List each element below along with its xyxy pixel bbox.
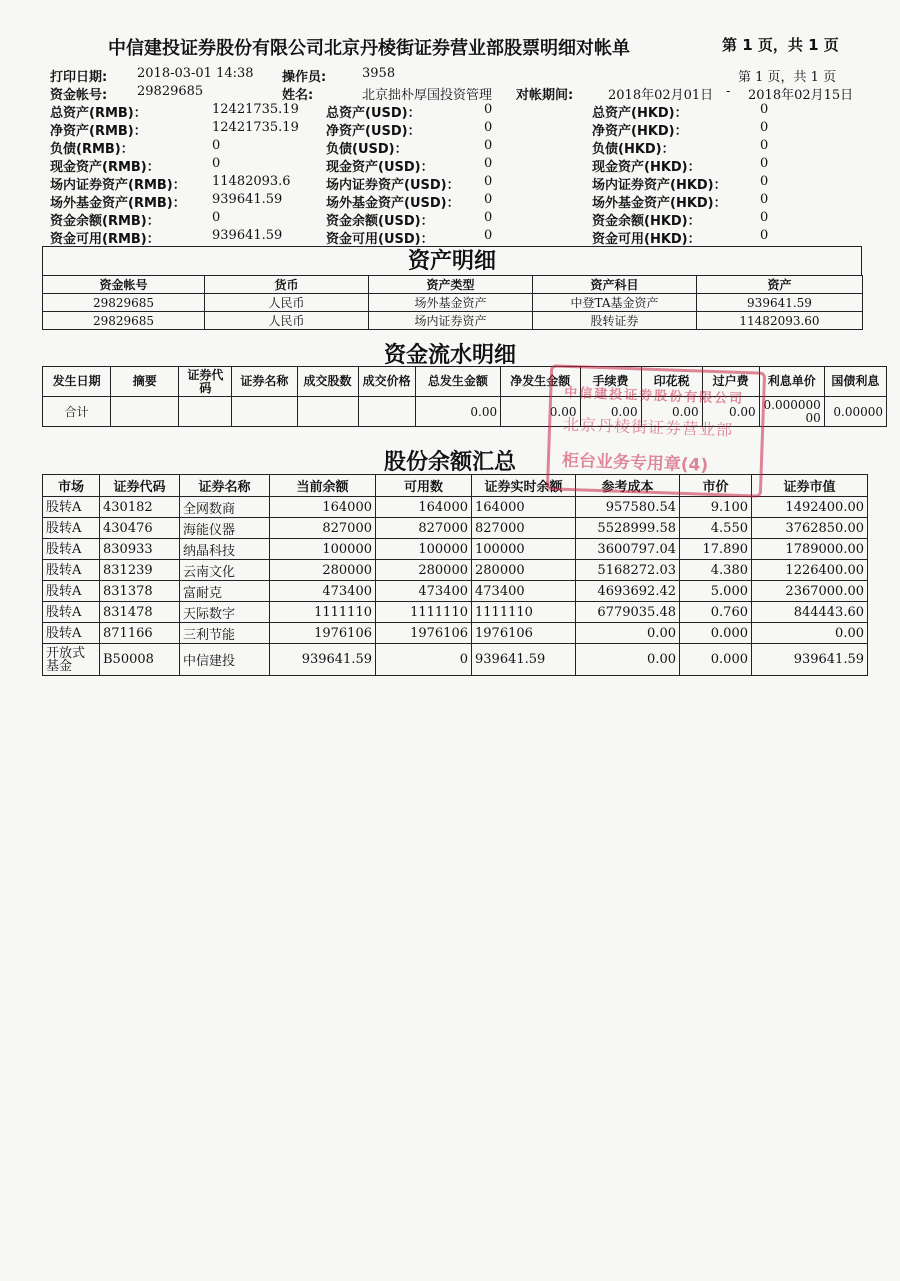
- holdings-cell: 9.100: [680, 497, 752, 518]
- cash-header-cell: 发生日期: [43, 367, 111, 397]
- asset-header-cell: 资产: [697, 276, 863, 294]
- summary-hkd-label: 资金余额(HKD)：: [592, 214, 701, 229]
- summary-rmb: 12421735.19: [212, 102, 299, 117]
- summary-hkd-label: 场外基金资产(HKD)：: [592, 196, 727, 211]
- operator-label: 操作员:: [282, 70, 327, 85]
- holdings-cell: 股转A: [43, 539, 100, 560]
- table-row: [43, 497, 868, 518]
- holdings-cell: 827000: [270, 518, 376, 539]
- summary-hkd: 0: [760, 174, 769, 189]
- holdings-header-cell: 证券名称: [180, 475, 270, 497]
- holdings-cell: 1492400.00: [752, 497, 868, 518]
- holdings-cell: 富耐克: [180, 581, 270, 602]
- holdings-cell: B50008: [100, 644, 180, 676]
- summary-rmb-label: 场外基金资产(RMB)：: [50, 196, 186, 211]
- holdings-header-cell: 证券代码: [100, 475, 180, 497]
- cash-total-cell: [358, 397, 415, 427]
- asset-cell: 场内证券资产: [369, 312, 533, 330]
- asset-cell: 29829685: [43, 312, 205, 330]
- holdings-cell: 1976106: [472, 623, 576, 644]
- summary-hkd-label: 净资产(HKD)：: [592, 124, 688, 139]
- name-value: 北京拙朴厚国投资管理: [362, 88, 493, 103]
- summary-usd-label: 场内证券资产(USD)：: [326, 178, 460, 193]
- holdings-cell: 0.000: [680, 623, 752, 644]
- holdings-cell: 17.890: [680, 539, 752, 560]
- summary-hkd-label: 资金可用(HKD)：: [592, 232, 701, 247]
- summary-rmb: 0: [212, 138, 221, 153]
- seal-line-1: 中信建投证券股份有限公司: [563, 385, 745, 408]
- asset-cell: 中登TA基金资产: [533, 294, 697, 312]
- summary-rmb: 939641.59: [212, 192, 283, 207]
- summary-usd-label: 总资产(USD)：: [326, 106, 421, 121]
- summary-rmb-label: 净资产(RMB)：: [50, 124, 147, 139]
- summary-usd: 0: [484, 156, 493, 171]
- table-row: [43, 644, 868, 676]
- holdings-cell: 1976106: [376, 623, 472, 644]
- holdings-cell: 1789000.00: [752, 539, 868, 560]
- cash-header-cell: 证券名称: [232, 367, 297, 397]
- holdings-cell: 1226400.00: [752, 560, 868, 581]
- cash-header-cell: 利息单价: [759, 367, 824, 397]
- summary-usd-label: 现金资产(USD)：: [326, 160, 434, 175]
- holdings-cell: 164000: [270, 497, 376, 518]
- holdings-cell: 957580.54: [576, 497, 680, 518]
- cash-header-cell: 总发生金额: [415, 367, 501, 397]
- cash-total-cell: 0.00: [580, 397, 641, 427]
- holdings-cell: 3762850.00: [752, 518, 868, 539]
- holdings-cell: 830933: [100, 539, 180, 560]
- period-start: 2018年02月01日: [608, 88, 714, 103]
- summary-usd-label: 资金余额(USD)：: [326, 214, 434, 229]
- cash-header-cell: 摘要: [111, 367, 179, 397]
- cash-header-cell: 净发生金额: [501, 367, 580, 397]
- account-label: 资金帐号:: [50, 88, 108, 103]
- summary-rmb-label: 场内证券资产(RMB)：: [50, 178, 186, 193]
- table-row: [43, 623, 868, 644]
- holdings-cell: 280000: [472, 560, 576, 581]
- holdings-cell: 473400: [270, 581, 376, 602]
- asset-header-cell: 资产科目: [533, 276, 697, 294]
- holdings-cell: 430476: [100, 518, 180, 539]
- holdings-cell: 股转A: [43, 602, 100, 623]
- holdings-header-cell: 证券实时余额: [472, 475, 576, 497]
- summary-usd-label: 负债(USD)：: [326, 142, 408, 157]
- table-row: [43, 539, 868, 560]
- holdings-cell: 开放式基金: [43, 644, 100, 676]
- holdings-cell: 164000: [472, 497, 576, 518]
- holdings-header-cell: 市价: [680, 475, 752, 497]
- summary-rmb-label: 负债(RMB)：: [50, 142, 134, 157]
- account-value: 29829685: [137, 84, 204, 99]
- cash-header-cell: 过户费: [702, 367, 759, 397]
- page-indicator: 第 1 页，共 1 页: [738, 70, 837, 85]
- summary-usd: 0: [484, 174, 493, 189]
- holdings-cell: 280000: [270, 560, 376, 581]
- summary-usd: 0: [484, 192, 493, 207]
- holdings-cell: 股转A: [43, 497, 100, 518]
- summary-usd: 0: [484, 120, 493, 135]
- holdings-cell: 0.760: [680, 602, 752, 623]
- asset-header-cell: 资金帐号: [43, 276, 205, 294]
- holdings-cell: 473400: [376, 581, 472, 602]
- holdings-cell: 4.380: [680, 560, 752, 581]
- asset-cell: 人民币: [205, 312, 369, 330]
- holdings-cell: 100000: [376, 539, 472, 560]
- page-indicator-top: 第 1 页，共 1 页: [722, 36, 839, 54]
- asset-header-cell: 资产类型: [369, 276, 533, 294]
- summary-usd: 0: [484, 138, 493, 153]
- holdings-cell: 全网数商: [180, 497, 270, 518]
- holdings-cell: 海能仪器: [180, 518, 270, 539]
- holdings-cell: 云南文化: [180, 560, 270, 581]
- asset-cell: 人民币: [205, 294, 369, 312]
- summary-usd-label: 净资产(USD)：: [326, 124, 421, 139]
- period-separator: -: [726, 84, 731, 99]
- asset-cell: 股转证券: [533, 312, 697, 330]
- holdings-cell: 100000: [472, 539, 576, 560]
- holdings-cell: 3600797.04: [576, 539, 680, 560]
- holdings-header-cell: 可用数: [376, 475, 472, 497]
- holdings-cell: 0.00: [752, 623, 868, 644]
- holdings-cell: 939641.59: [472, 644, 576, 676]
- holdings-cell: 831378: [100, 581, 180, 602]
- cash-header-cell: 成交价格: [358, 367, 415, 397]
- holdings-header-cell: 当前余额: [270, 475, 376, 497]
- table-row: [43, 518, 868, 539]
- holdings-cell: 4693692.42: [576, 581, 680, 602]
- table-row: [43, 312, 863, 330]
- holdings-cell: 股转A: [43, 581, 100, 602]
- table-row: [43, 560, 868, 581]
- summary-rmb: 12421735.19: [212, 120, 299, 135]
- summary-hkd-label: 负债(HKD)：: [592, 142, 675, 157]
- holdings-cell: 871166: [100, 623, 180, 644]
- holdings-cell: 5.000: [680, 581, 752, 602]
- summary-hkd: 0: [760, 228, 769, 243]
- cash-total-cell: 0.00: [501, 397, 580, 427]
- summary-usd: 0: [484, 210, 493, 225]
- holdings-cell: 中信建投: [180, 644, 270, 676]
- holdings-cell: 6779035.48: [576, 602, 680, 623]
- asset-detail-title-box: [42, 246, 862, 276]
- summary-rmb-label: 总资产(RMB)：: [50, 106, 147, 121]
- asset-cell: 11482093.60: [697, 312, 863, 330]
- holdings-cell: 股转A: [43, 560, 100, 581]
- summary-usd-label: 资金可用(USD)：: [326, 232, 434, 247]
- cash-total-cell: 0.00: [415, 397, 501, 427]
- cash-total-cell: [232, 397, 297, 427]
- cash-total-cell: 合计: [43, 397, 111, 427]
- red-seal-stamp: [546, 364, 766, 497]
- summary-hkd: 0: [760, 102, 769, 117]
- cash-total-cell: 0.00000: [824, 397, 886, 427]
- asset-cell: 939641.59: [697, 294, 863, 312]
- summary-rmb: 0: [212, 156, 221, 171]
- table-row: [43, 602, 868, 623]
- holdings-cell: 473400: [472, 581, 576, 602]
- holdings-cell: 1111110: [376, 602, 472, 623]
- holdings-cell: 纳晶科技: [180, 539, 270, 560]
- summary-hkd-label: 总资产(HKD)：: [592, 106, 688, 121]
- holdings-cell: 827000: [376, 518, 472, 539]
- operator-value: 3958: [362, 66, 396, 81]
- holdings-cell: 4.550: [680, 518, 752, 539]
- holdings-header-cell: 市场: [43, 475, 100, 497]
- asset-detail-table: [42, 275, 863, 330]
- summary-hkd-label: 场内证券资产(HKD)：: [592, 178, 727, 193]
- cash-header-cell: 印花税: [641, 367, 702, 397]
- holdings-cell: 164000: [376, 497, 472, 518]
- cash-total-cell: [179, 397, 232, 427]
- document-title: 中信建投证券股份有限公司北京丹棱街证券营业部股票明细对帐单: [108, 38, 630, 59]
- holdings-cell: 0.00: [576, 623, 680, 644]
- cash-header-cell: 成交股数: [297, 367, 358, 397]
- name-label: 姓名:: [282, 88, 314, 103]
- holdings-cell: 0: [376, 644, 472, 676]
- cash-total-cell: 0.00: [702, 397, 759, 427]
- period-label: 对帐期间:: [516, 88, 574, 103]
- summary-hkd: 0: [760, 192, 769, 207]
- summary-hkd-label: 现金资产(HKD)：: [592, 160, 701, 175]
- cash-flow-title: 资金流水明细: [383, 343, 516, 368]
- holdings-cell: 280000: [376, 560, 472, 581]
- holdings-table: [42, 474, 868, 676]
- holdings-cell: 2367000.00: [752, 581, 868, 602]
- holdings-cell: 股转A: [43, 518, 100, 539]
- cash-total-cell: 0.00000000: [759, 397, 824, 427]
- holdings-cell: 0.000: [680, 644, 752, 676]
- holdings-cell: 股转A: [43, 623, 100, 644]
- summary-rmb: 0: [212, 210, 221, 225]
- summary-usd: 0: [484, 228, 493, 243]
- summary-usd: 0: [484, 102, 493, 117]
- holdings-cell: 5168272.03: [576, 560, 680, 581]
- cash-header-cell: 手续费: [580, 367, 641, 397]
- summary-rmb-label: 资金余额(RMB)：: [50, 214, 160, 229]
- period-end: 2018年02月15日: [748, 88, 854, 103]
- summary-rmb: 939641.59: [212, 228, 283, 243]
- holdings-cell: 939641.59: [270, 644, 376, 676]
- summary-hkd: 0: [760, 156, 769, 171]
- holdings-cell: 1111110: [270, 602, 376, 623]
- seal-line-2: 北京丹棱街证券营业部: [562, 414, 734, 440]
- seal-line-3: 柜台业务专用章(4): [561, 450, 709, 476]
- cash-total-cell: 0.00: [641, 397, 702, 427]
- print-date-label: 打印日期:: [50, 70, 108, 85]
- summary-rmb: 11482093.6: [212, 174, 291, 189]
- table-row: [43, 294, 863, 312]
- holdings-cell: 1976106: [270, 623, 376, 644]
- cash-header-cell: 国债利息: [824, 367, 886, 397]
- asset-cell: 29829685: [43, 294, 205, 312]
- asset-cell: 场外基金资产: [369, 294, 533, 312]
- table-row: [43, 581, 868, 602]
- holdings-cell: 1111110: [472, 602, 576, 623]
- holdings-cell: 5528999.58: [576, 518, 680, 539]
- holdings-cell: 831239: [100, 560, 180, 581]
- cash-total-cell: [297, 397, 358, 427]
- print-date-value: 2018-03-01 14:38: [137, 66, 254, 81]
- asset-header-cell: 货币: [205, 276, 369, 294]
- asset-detail-title: 资产明细: [407, 249, 496, 274]
- holdings-header-cell: 证券市值: [752, 475, 868, 497]
- holdings-cell: 三利节能: [180, 623, 270, 644]
- holdings-cell: 430182: [100, 497, 180, 518]
- holdings-cell: 827000: [472, 518, 576, 539]
- holdings-cell: 939641.59: [752, 644, 868, 676]
- cash-total-cell: [111, 397, 179, 427]
- summary-hkd: 0: [760, 210, 769, 225]
- holdings-cell: 100000: [270, 539, 376, 560]
- summary-rmb-label: 现金资产(RMB)：: [50, 160, 160, 175]
- holdings-cell: 831478: [100, 602, 180, 623]
- holdings-cell: 844443.60: [752, 602, 868, 623]
- summary-hkd: 0: [760, 120, 769, 135]
- summary-rmb-label: 资金可用(RMB)：: [50, 232, 160, 247]
- holdings-title: 股份余额汇总: [383, 450, 516, 475]
- holdings-cell: 0.00: [576, 644, 680, 676]
- holdings-cell: 天际数字: [180, 602, 270, 623]
- holdings-header-cell: 参考成本: [576, 475, 680, 497]
- summary-usd-label: 场外基金资产(USD)：: [326, 196, 460, 211]
- cash-header-cell: 证券代码: [179, 367, 232, 397]
- summary-hkd: 0: [760, 138, 769, 153]
